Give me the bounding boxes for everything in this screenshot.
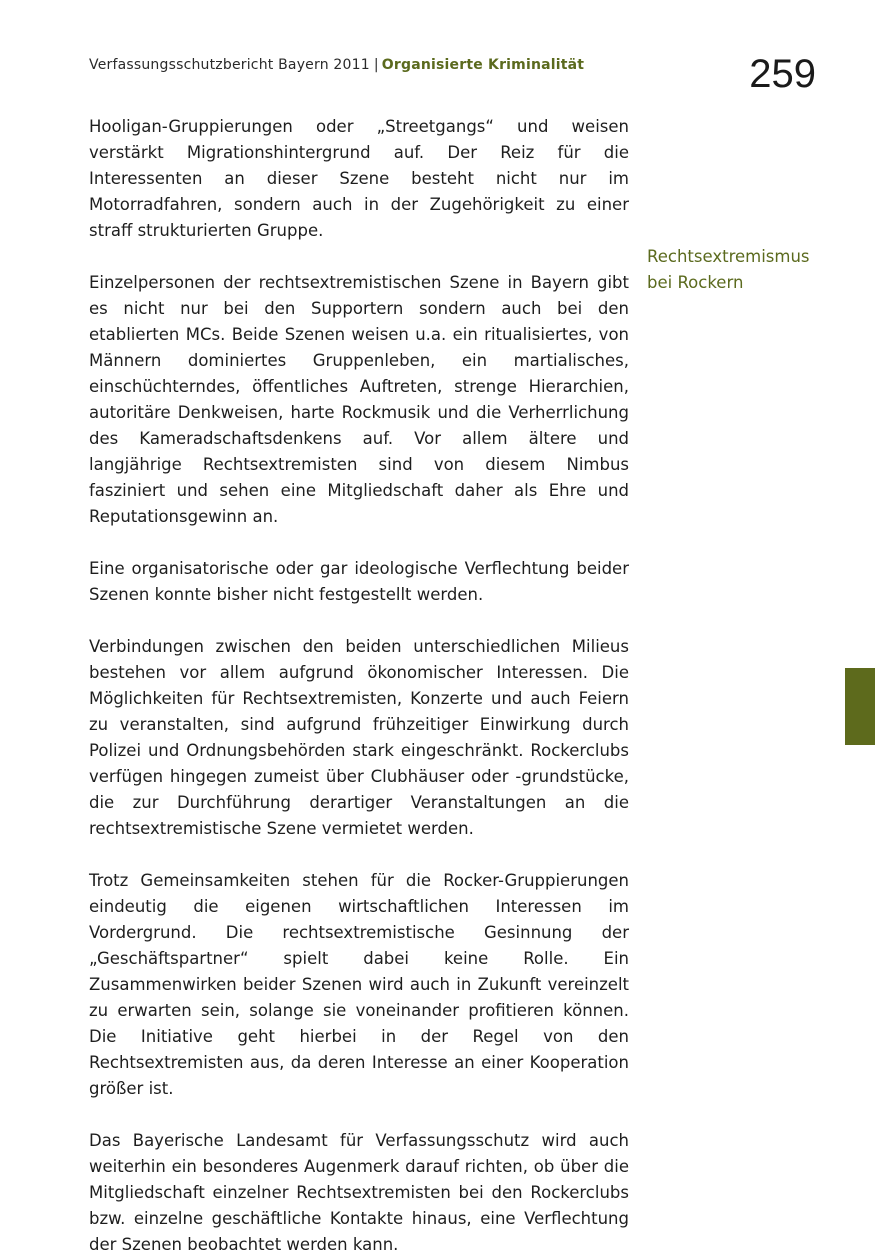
paragraph: Das Bayerische Landesamt für Verfassungsschutz wird auch weiterhin ein besonderes Augenmerk darauf richten, ob über die Mitgliedschaft einzelner Rechtsextremisten bei den Rockerclubs bzw. einzelne geschäftliche Kontakte hinaus, eine Verflechtung der Szenen beobachtet werden kann. — [89, 1131, 629, 1254]
header-separator: | — [373, 57, 379, 73]
page-number: 259 — [749, 52, 816, 96]
margin-note-line: bei Rockern — [647, 273, 744, 292]
body-text — [89, 114, 629, 1258]
paragraph: Verbindungen zwischen den beiden unterschiedlichen Milieus bestehen vor allem aufgrund ökonomischer Interessen. Die Möglichkeiten für Rechtsextremisten, Konzerte und auch Feiern zu veranstalten, sind aufgrund frühzeitiger Einwirkung durch Polizei und Ordnungsbehörden stark eingeschränkt. Rockerclubs verfügen hingegen zumeist über Clubhäuser oder -grundstücke, die zur Durchführung derartiger Veranstaltungen an die rechtsextremistische Szene vermietet werden. — [89, 637, 629, 838]
margin-note-line: Rechtsextremismus — [647, 247, 810, 266]
section-title: Organisierte Kriminalität — [381, 57, 585, 73]
report-title: Verfassungsschutzbericht Bayern 2011 — [89, 57, 370, 73]
running-header — [89, 57, 584, 73]
paragraph: Einzelpersonen der rechtsextremistischen Szene in Bayern gibt es nicht nur bei den Supportern sondern auch bei den etablierten MCs. Beide Szenen weisen u.a. ein ritualisiertes, von Männern dominiertes Gruppenleben, ein martialisches, einschüchterndes, öffentliches Auftreten, strenge Hierarchien, autoritäre Denkweisen, harte Rockmusik und die Verherrlichung des Kameradschaftsdenkens auf. Vor allem ältere und langjährige Rechtsextremisten sind von diesem Nimbus fasziniert und sehen eine Mitgliedschaft daher als Ehre und Reputationsgewinn an. — [89, 273, 629, 526]
paragraph: Eine organisatorische oder gar ideologische Verflechtung beider Szenen konnte bisher nicht festgestellt werden. — [89, 559, 629, 604]
paragraph: Trotz Gemeinsamkeiten stehen für die Rocker-Gruppierungen eindeutig die eigenen wirtschaftlichen Interessen im Vordergrund. Die rechtsextremistische Gesinnung der „Geschäftspartner“ spielt dabei keine Rolle. Ein Zusammenwirken beider Szenen wird auch in Zukunft vereinzelt zu erwarten sein, solange sie voneinander profitieren können. Die Initiative geht hierbei in der Regel von den Rechtsextremisten aus, da deren Interesse an einer Kooperation größer ist. — [89, 871, 629, 1098]
paragraph: Hooligan-Gruppierungen oder „Streetgangs“ und weisen verstärkt Migrationshintergrund auf. Der Reiz für die Interessenten an dieser Szene besteht nicht nur im Motorradfahren, sondern auch in der Zugehörigkeit zu einer straff strukturierten Gruppe. — [89, 117, 629, 240]
chapter-tab-marker — [845, 668, 875, 745]
margin-note — [647, 244, 847, 296]
